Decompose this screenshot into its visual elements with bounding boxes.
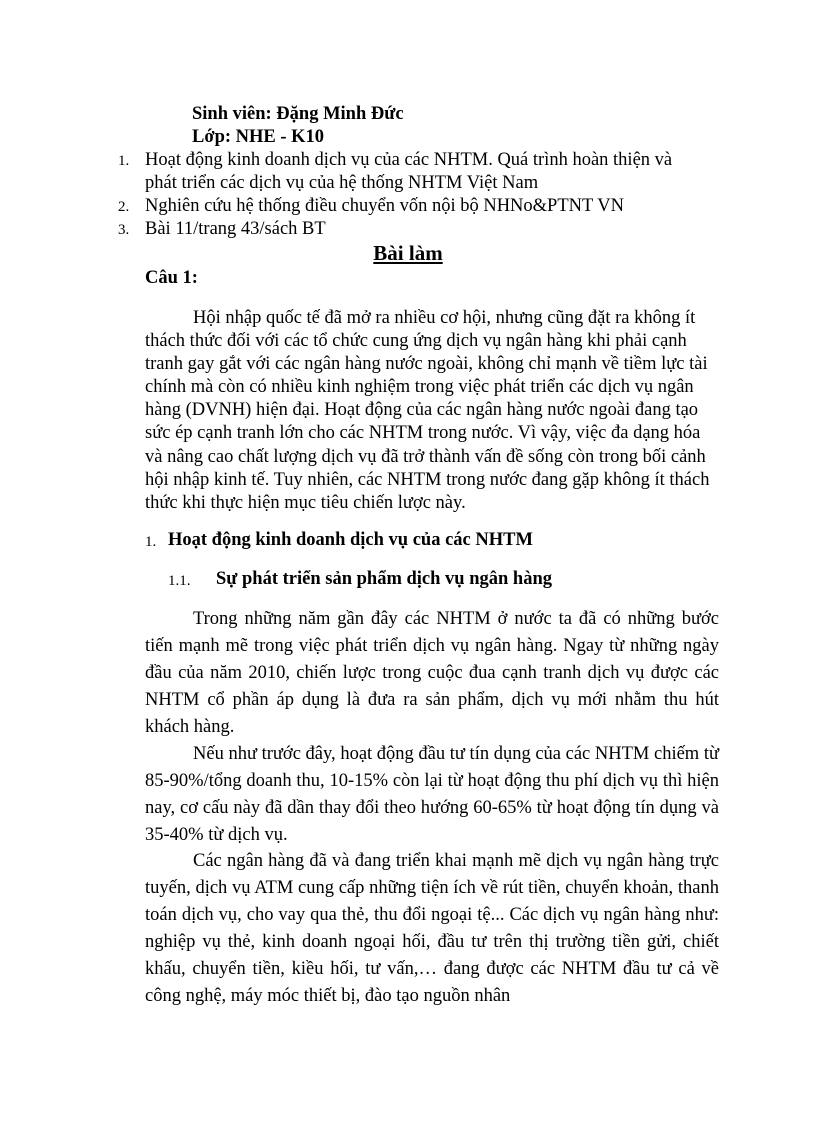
subsection-heading: Sự phát triển sản phẩm dịch vụ ngân hàng	[216, 569, 552, 589]
class-name: Lớp: NHE - K10	[192, 127, 325, 147]
intro-paragraph: Hội nhập quốc tế đã mở ra nhiều cơ hội, nhưng cũng đặt ra không ít thách thức đối với các tổ chức cung ứng dịch vụ ngân hàng khi phải cạnh tranh gay gắt với các ngân hàng nước ngoài, không chỉ mạnh về tiềm lực tài chính mà còn có nhiều kinh nghiệm trong việc phát triển các dịch vụ ngân hàng (DVNH) hiện đại. Hoạt động của các ngân hàng nước ngoài đang tạo sức ép cạnh tranh lớn cho các NHTM trong nước. Vì vậy, việc đa dạng hóa và nâng cao chất lượng dịch vụ đã trở thành vấn đề sống còn trong bối cảnh hội nhập kinh tế. Tuy nhiên, các NHTM trong nước đang gặp không ít thách thức khi thực hiện mục tiêu chiến lược này.	[145, 308, 710, 513]
student-name: Sinh viên: Đặng Minh Đức	[192, 104, 404, 124]
task-text-line: phát triển các dịch vụ của hệ thống NHTM Việt Nam	[145, 173, 539, 193]
task-number: 2.	[118, 199, 130, 215]
page-title: Bài làm	[373, 241, 443, 265]
body-paragraph: Trong những năm gần đây các NHTM ở nước ta đã có những bước tiến mạnh mẽ trong việc phát triển dịch vụ ngân hàng. Ngay từ những ngày đầu của năm 2010, chiến lược trong cuộc đua cạnh tranh dịch vụ được các NHTM cổ phần áp dụng là đưa ra sản phẩm, dịch vụ mới nhằm thu hút khách hàng.	[145, 609, 719, 737]
task-text-line: Bài 11/trang 43/sách BT	[145, 219, 326, 239]
section-heading: Hoạt động kinh doanh dịch vụ của các NHTM	[168, 530, 533, 550]
body-paragraph: Các ngân hàng đã và đang triển khai mạnh mẽ dịch vụ ngân hàng trực tuyến, dịch vụ ATM cung cấp những tiện ích về rút tiền, chuyển khoản, thanh toán dịch vụ, cho vay qua thẻ, thu đổi ngoại tệ... Các dịch vụ ngân hàng như: nghiệp vụ thẻ, kinh doanh ngoại hối, đầu tư trên thị trường tiền gửi, chiết khấu, chuyển tiền, kiều hối, tư vấn,… đang được các NHTM đầu tư cả về công nghệ, máy móc thiết bị, đào tạo nguồn nhân	[145, 851, 719, 1006]
task-number: 1.	[118, 153, 130, 169]
section-number: 1.	[145, 534, 157, 550]
task-text-line: Nghiên cứu hệ thống điều chuyển vốn nội bộ NHNo&PTNT VN	[145, 196, 624, 216]
question-label: Câu 1:	[145, 268, 198, 288]
task-number: 3.	[118, 222, 130, 238]
task-text-line: Hoạt động kinh doanh dịch vụ của các NHTM. Quá trình hoàn thiện và	[145, 150, 673, 170]
body-paragraph: Nếu như trước đây, hoạt động đầu tư tín dụng của các NHTM chiếm từ 85-90%/tổng doanh thu, 10-15% còn lại từ hoạt động thu phí dịch vụ thì hiện nay, cơ cấu này đã dần thay đổi theo hướng 60-65% từ hoạt động tín dụng và 35-40% từ dịch vụ.	[145, 744, 719, 845]
subsection-number: 1.1.	[168, 573, 191, 589]
